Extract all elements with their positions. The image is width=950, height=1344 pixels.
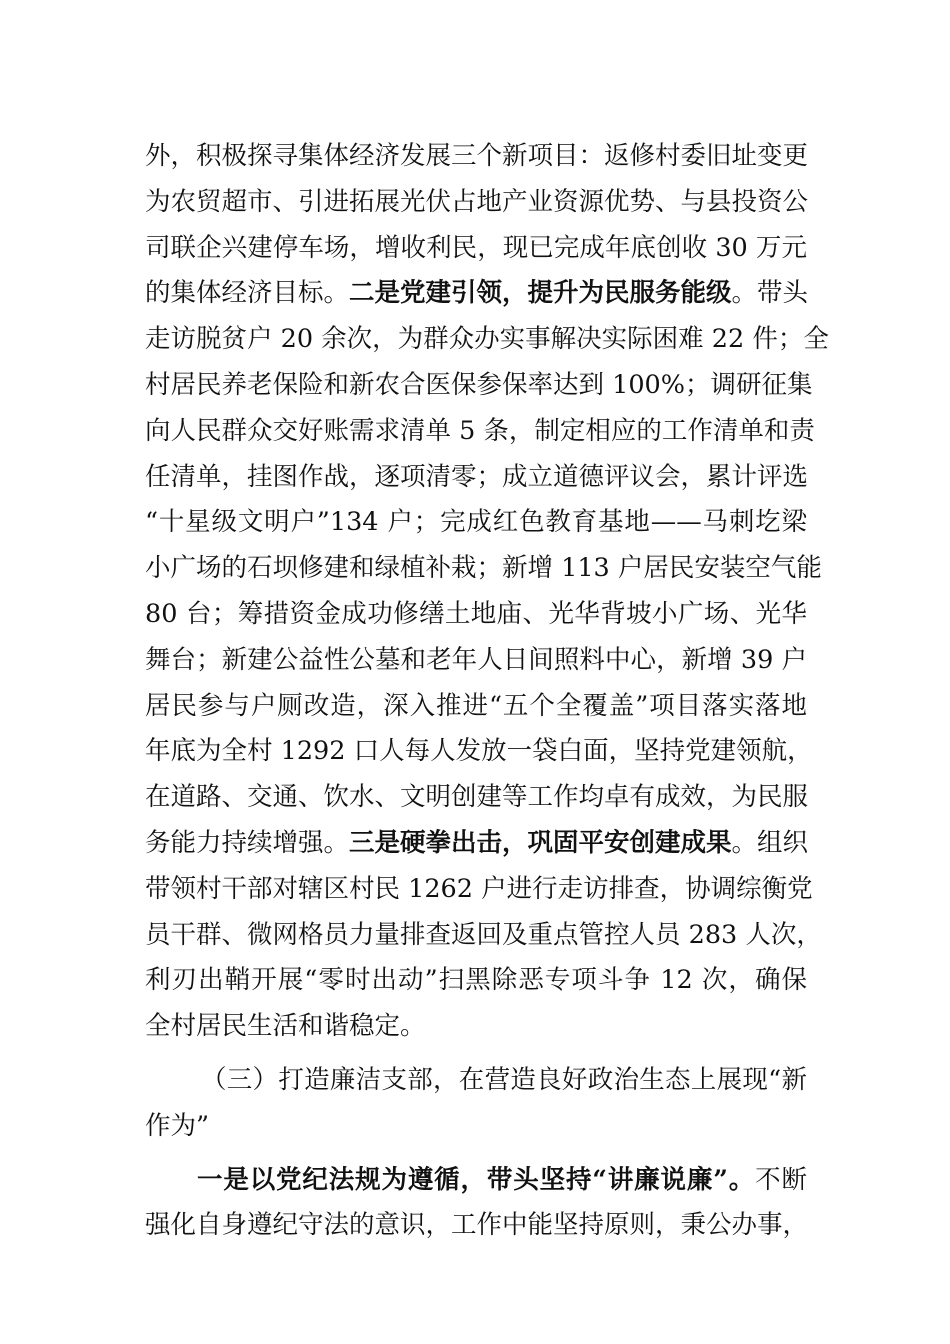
paragraph-1-line xyxy=(145,226,807,272)
plain-text: 在道路、交通、饮水、文明创建等工作均卓有成效，为民服 xyxy=(145,782,809,813)
paragraph-1-line xyxy=(145,867,813,913)
paragraph-1-line xyxy=(145,546,822,592)
paragraph-gap xyxy=(145,1150,807,1158)
paragraph-1-line xyxy=(145,638,807,684)
paragraph-1-line xyxy=(145,729,813,775)
plain-text: 村居民养老保险和新农合医保参保率达到 100%；调研征集 xyxy=(145,369,813,400)
paragraph-gap xyxy=(145,1050,807,1058)
plain-text: 舞台；新建公益性公墓和老年人日间照料中心，新增 39 户 xyxy=(145,644,807,675)
paragraph-1-line xyxy=(145,134,807,180)
plain-text: 任清单，挂图作战，逐项清零；成立道德评议会，累计评选 xyxy=(145,461,809,492)
plain-text: 的集体经济目标。 xyxy=(145,278,350,309)
document-page xyxy=(145,134,829,1249)
paragraph-1-line xyxy=(145,409,815,455)
paragraph-1-line xyxy=(145,592,807,638)
paragraph-1-line xyxy=(145,958,807,1004)
plain-text: 司联企兴建停车场，增收利民，现已完成年底创收 30 万元 xyxy=(145,232,807,263)
paragraph-1-line xyxy=(145,455,807,501)
paragraph-1-line xyxy=(145,684,807,730)
plain-text: 居民参与户厕改造，深入推进“五个全覆盖”项目落实落地 xyxy=(145,690,807,721)
paragraph-1-line xyxy=(145,821,807,867)
section-heading-line-1: （三）打造廉洁支部，在营造良好政治生态上展现“新 xyxy=(201,1064,807,1095)
paragraph-1-line xyxy=(145,775,807,821)
body-paragraph-2 xyxy=(145,1158,807,1250)
plain-text: 不断 xyxy=(755,1164,807,1195)
plain-text: 。组织 xyxy=(731,827,809,858)
bold-key-point: 二是党建引领，提升为民服务能级 xyxy=(349,278,732,309)
paragraph-1-line xyxy=(145,317,829,363)
body-paragraph-1 xyxy=(145,134,829,1050)
section-heading xyxy=(145,1058,807,1150)
paragraph-1-line xyxy=(145,271,807,317)
paragraph-1-line xyxy=(145,500,807,546)
plain-text: 外，积极探寻集体经济发展三个新项目：返修村委旧址变更 xyxy=(145,141,809,171)
section-heading-line-2: 作为” xyxy=(145,1110,210,1141)
bold-key-point: 三是硬拳出击，巩固平安创建成果 xyxy=(349,827,732,858)
plain-text: 全村居民生活和谐稳定。 xyxy=(145,1011,426,1042)
paragraph-2-line-2: 强化自身遵纪守法的意识，工作中能坚持原则，秉公办事， xyxy=(145,1210,809,1241)
plain-text: 为农贸超市、引进拓展光伏占地产业资源优势、与县投资公 xyxy=(145,186,809,217)
plain-text: 利刃出鞘开展“零时出动”扫黑除恶专项斗争 12 次，确保 xyxy=(145,965,807,996)
paragraph-1-line xyxy=(145,363,813,409)
plain-text: 带领村干部对辖区村民 1262 户进行走访排查，协调综衡党 xyxy=(145,873,813,904)
plain-text: “十星级文明户”134 户；完成红色教育基地——马刺圪梁 xyxy=(145,507,807,538)
plain-text: 务能力持续增强。 xyxy=(145,827,350,858)
plain-text: 小广场的石坝修建和绿植补栽；新增 113 户居民安装空气能 xyxy=(145,553,822,584)
paragraph-1-line xyxy=(145,180,807,226)
paragraph-2-line-1 xyxy=(145,1158,807,1204)
plain-text: 年底为全村 1292 口人每人发放一袋白面，坚持党建领航， xyxy=(145,736,813,767)
paragraph-1-line xyxy=(145,913,822,959)
bold-lead-phrase: 一是以党纪法规为遵循，带头坚持“讲廉说廉”。 xyxy=(197,1164,756,1195)
plain-text: 向人民群众交好账需求清单 5 条，制定相应的工作清单和责 xyxy=(145,415,815,446)
plain-text: 员干群、微网格员力量排查返回及重点管控人员 283 人次， xyxy=(145,919,822,950)
plain-text: 80 台；筹措资金成功修缮土地庙、光华背坡小广场、光华 xyxy=(145,598,807,629)
plain-text: 走访脱贫户 20 余次，为群众办实事解决实际困难 22 件；全 xyxy=(145,324,829,355)
paragraph-1-line xyxy=(145,1004,807,1050)
plain-text: 。带头 xyxy=(731,278,809,309)
